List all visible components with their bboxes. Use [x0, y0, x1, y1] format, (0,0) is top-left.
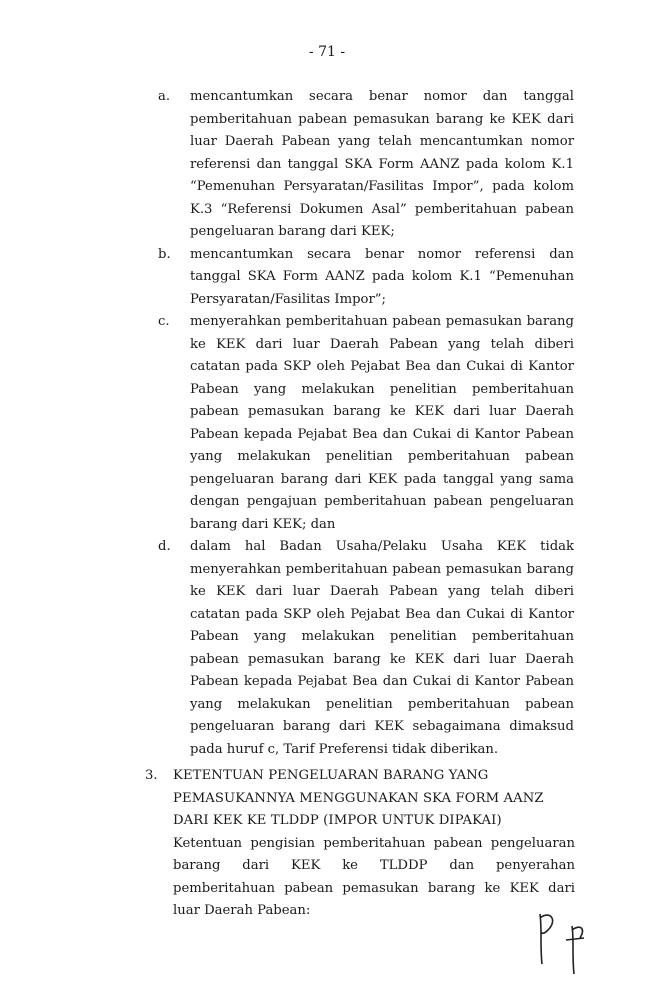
section-title: KETENTUAN PENGELUARAN BARANG YANG PEMASUKANNYA MENGGUNAKAN SKA FORM AANZ DARI KEK KE TLDDP (IMPOR UNTUK DIPAKAI): [173, 768, 544, 828]
list-item-text: mencantumkan secara benar nomor referensi dan tanggal SKA Form AANZ pada kolom K.1 “Pemenuhan Persyaratan/Fasilitas Impor”;: [190, 246, 574, 307]
list-item: [158, 536, 574, 761]
list-item: [158, 311, 574, 536]
list-item-marker: c.: [158, 314, 170, 329]
requirements-list: [158, 86, 574, 761]
list-item-marker: d.: [158, 539, 171, 554]
list-item-text: menyerahkan pemberitahuan pabean pemasukan barang ke KEK dari luar Daerah Pabean yang telah diberi catatan pada SKP oleh Pejabat Bea dan Cukai di Kantor Pabean yang melakukan penelitian pemberitahuan pabean pemasukan barang ke KEK dari luar Daerah Pabean kepada Pejabat Bea dan Cukai di Kantor Pabean yang melakukan penelitian pemberitahuan pabean pengeluaran barang dari KEK pada tanggal yang sama dengan pengajuan pemberitahuan pabean pengeluaran barang dari KEK; dan: [190, 314, 574, 532]
list-item: [158, 86, 574, 244]
list-item-text: dalam hal Badan Usaha/Pelaku Usaha KEK tidak menyerahkan pemberitahuan pabean pemasukan barang ke KEK dari luar Daerah Pabean yang telah diberi catatan pada SKP oleh Pejabat Bea dan Cukai di Kantor Pabean yang melakukan penelitian pemberitahuan pabean pemasukan barang ke KEK dari luar Daerah Pabean kepada Pejabat Bea dan Cukai di Kantor Pabean yang melakukan penelitian pemberitahuan pabean pengeluaran barang dari KEK sebagaimana dimaksud pada huruf c, Tarif Preferensi tidak diberikan.: [190, 539, 574, 757]
list-item-text: mencantumkan secara benar nomor dan tanggal pemberitahuan pabean pemasukan barang ke KEK dari luar Daerah Pabean yang telah mencantumkan nomor referensi dan tanggal SKA Form AANZ pada kolom K.1 “Pemenuhan Persyaratan/Fasilitas Impor”, pada kolom K.3 “Referensi Dokumen Asal” pemberitahuan pabean pengeluaran barang dari KEK;: [190, 89, 574, 239]
list-item-marker: b.: [158, 246, 171, 262]
list-item: [158, 244, 574, 312]
section-3: [145, 765, 575, 923]
page-number: - 71 -: [308, 44, 346, 60]
section-number: 3.: [145, 768, 158, 783]
section-paragraph: Ketentuan pengisian pemberitahuan pabean pengeluaran barang dari KEK ke TLDDP dan penyerahan pemberitahuan pabean pemasukan barang ke KEK dari luar Daerah Pabean:: [173, 835, 575, 918]
list-item-marker: a.: [158, 89, 171, 104]
handwritten-initials: [534, 908, 594, 978]
